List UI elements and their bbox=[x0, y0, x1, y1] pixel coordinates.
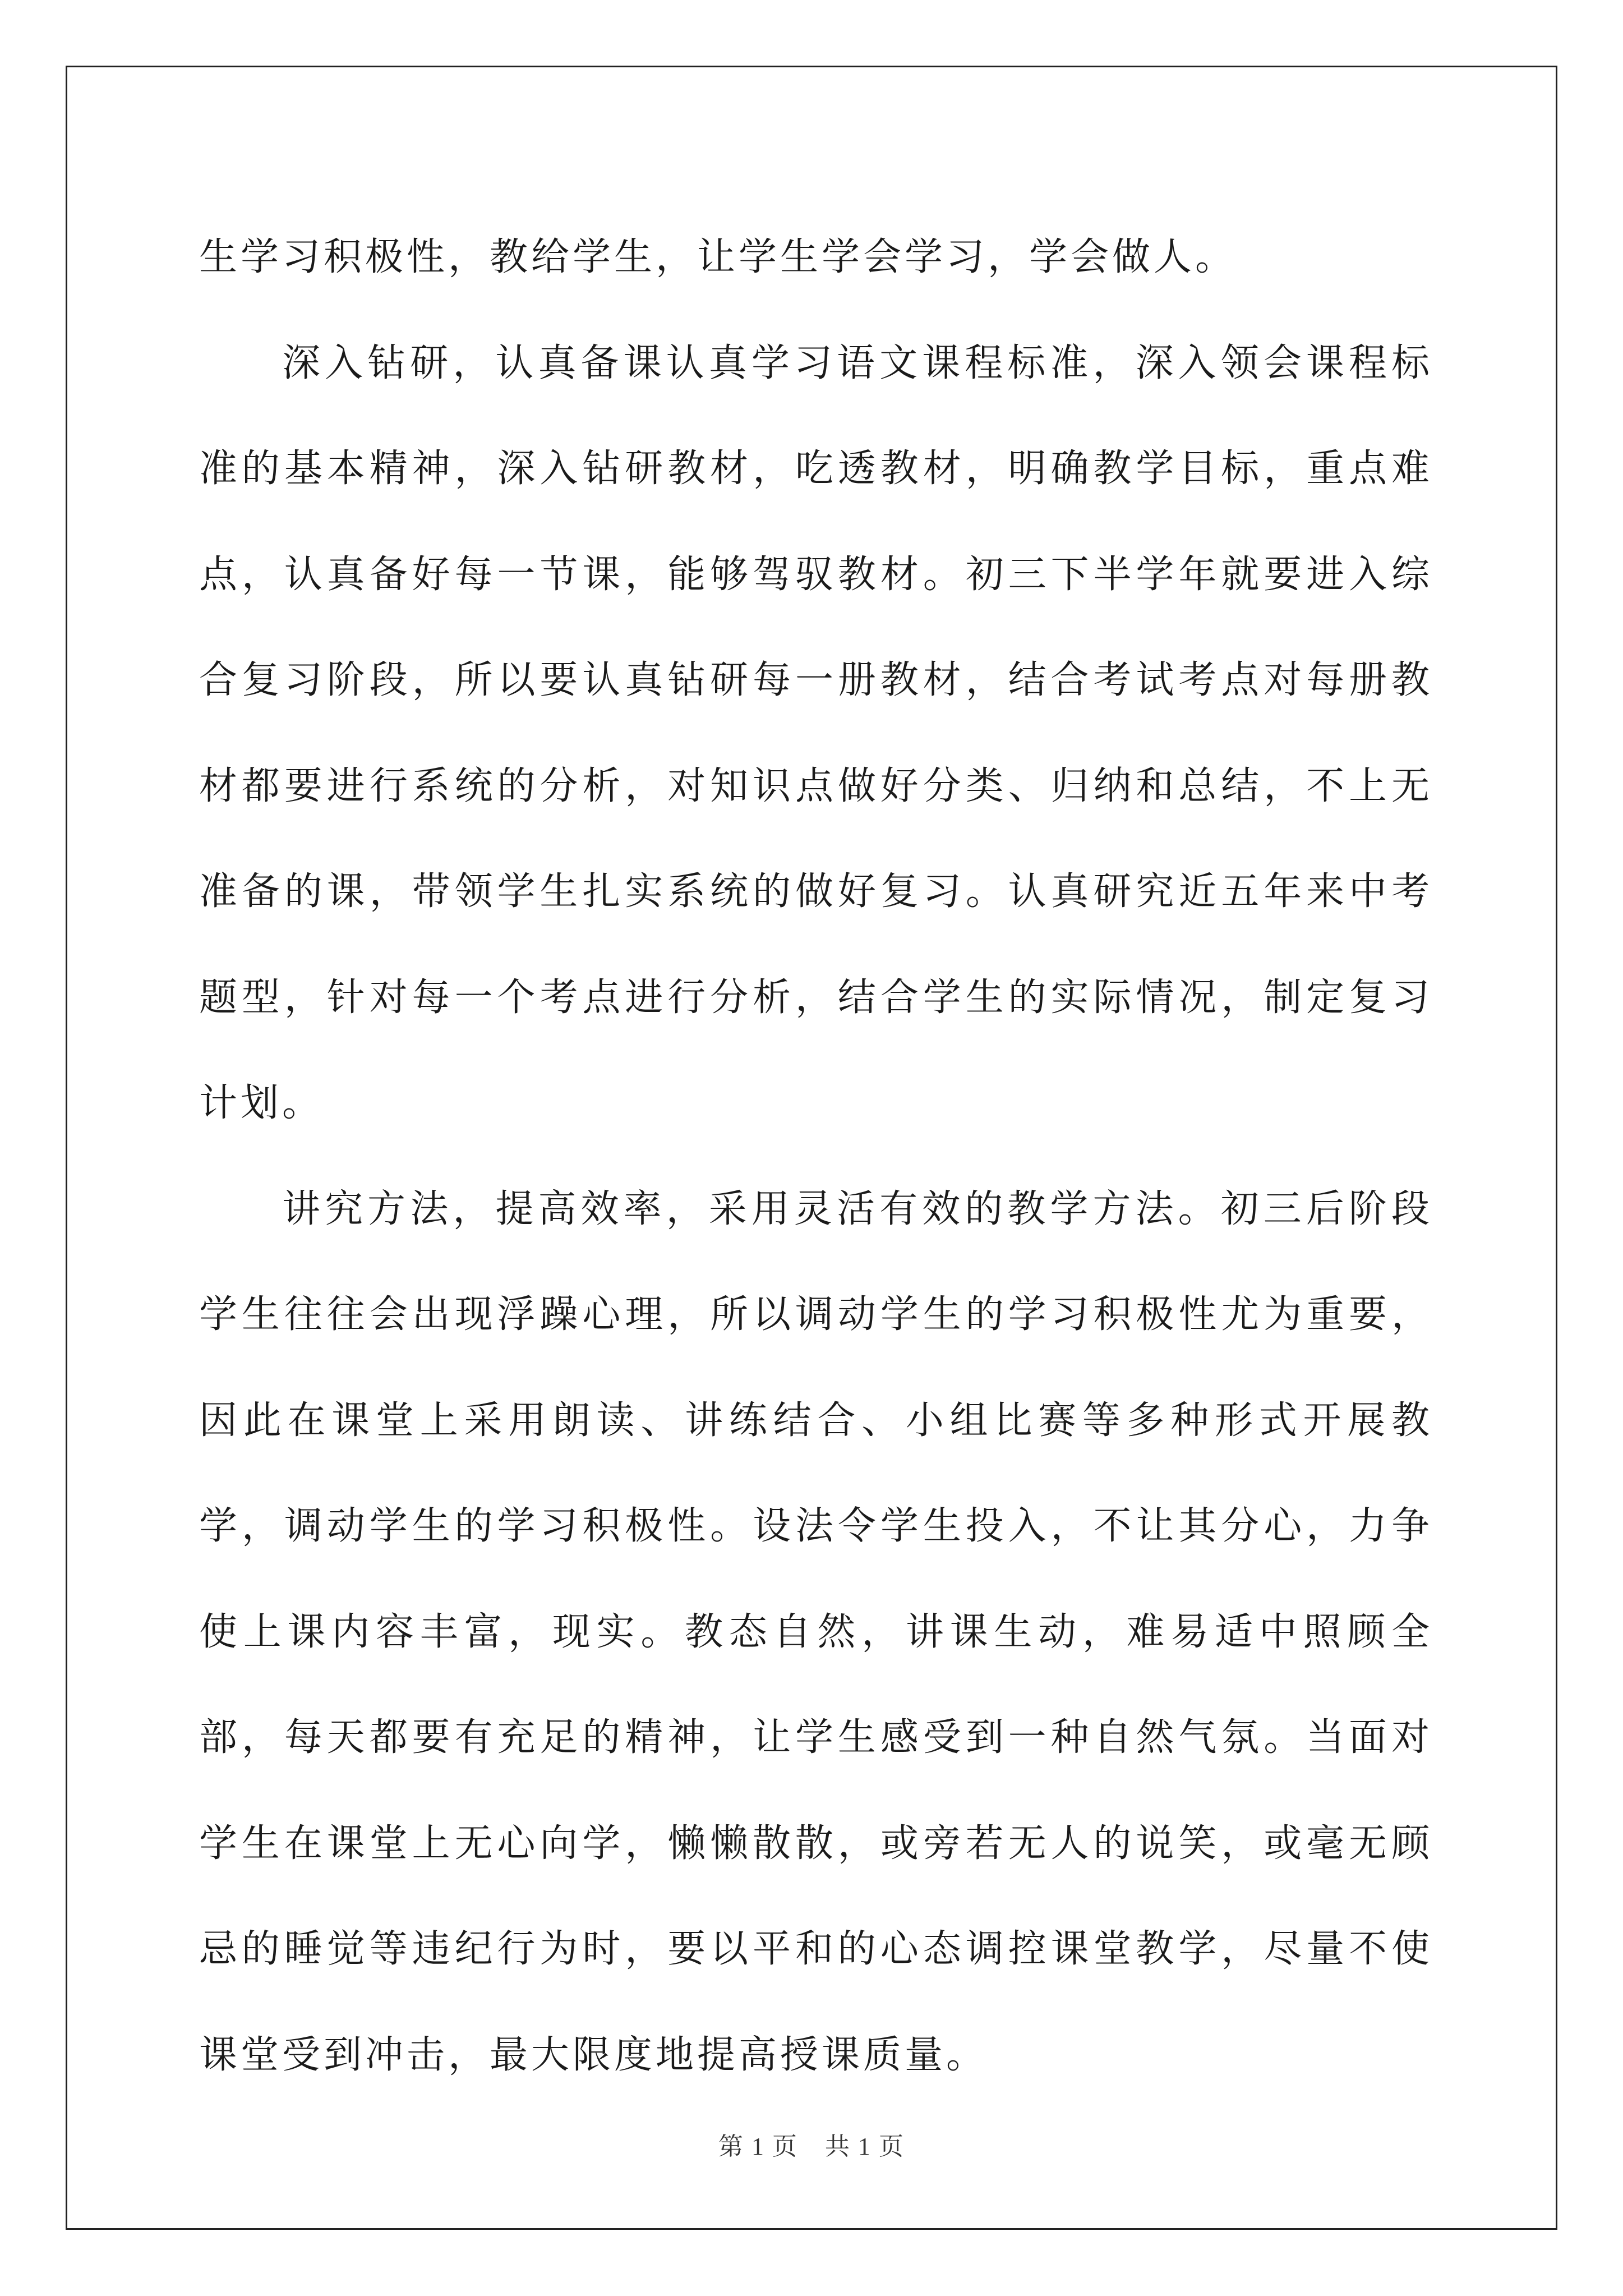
paragraph-2: 深入钻研，认真备课认真学习语文课程标准，深入领会课程标准的基本精神，深入钻研教材，吃透教材，明确教学目标，重点难点，认真备好每一节课，能够驾驭教材。初三下半学年就要进入综合复习阶段，所以要认真钻研每一册教材，结合考试考点对每册教材都要进行系统的分析，对知识点做好分类、归纳和总结，不上无准备的课，带领学生扎实系统的做好复习。认真研究近五年来中考题型，针对每一个考点进行分析，结合学生的实际情况，制定复习计划。 bbox=[199, 341, 1433, 1125]
page-number: 第 1 页 bbox=[718, 2133, 798, 2160]
paragraph-1: 生学习积极性，教给学生，让学生学会学习，学会做人。 bbox=[199, 235, 1237, 279]
page-total: 共 1 页 bbox=[825, 2133, 905, 2160]
page-footer bbox=[0, 2126, 1623, 2162]
document-body bbox=[199, 205, 1433, 2108]
paragraph-3: 讲究方法，提高效率，采用灵活有效的教学方法。初三后阶段学生往往会出现浮躁心理，所以调动学生的学习积极性尤为重要，因此在课堂上采用朗读、讲练结合、小组比赛等多种形式开展教学，调动学生的学习积极性。设法令学生投入，不让其分心，力争使上课内容丰富，现实。教态自然，讲课生动，难易适中照顾全部，每天都要有充足的精神，让学生感受到一种自然气氛。当面对学生在课堂上无心向学，懒懒散散，或旁若无人的说笑，或毫无顾忌的睡觉等违纪行为时，要以平和的心态调控课堂教学，尽量不使课堂受到冲击，最大限度地提高授课质量。 bbox=[199, 1186, 1433, 2077]
